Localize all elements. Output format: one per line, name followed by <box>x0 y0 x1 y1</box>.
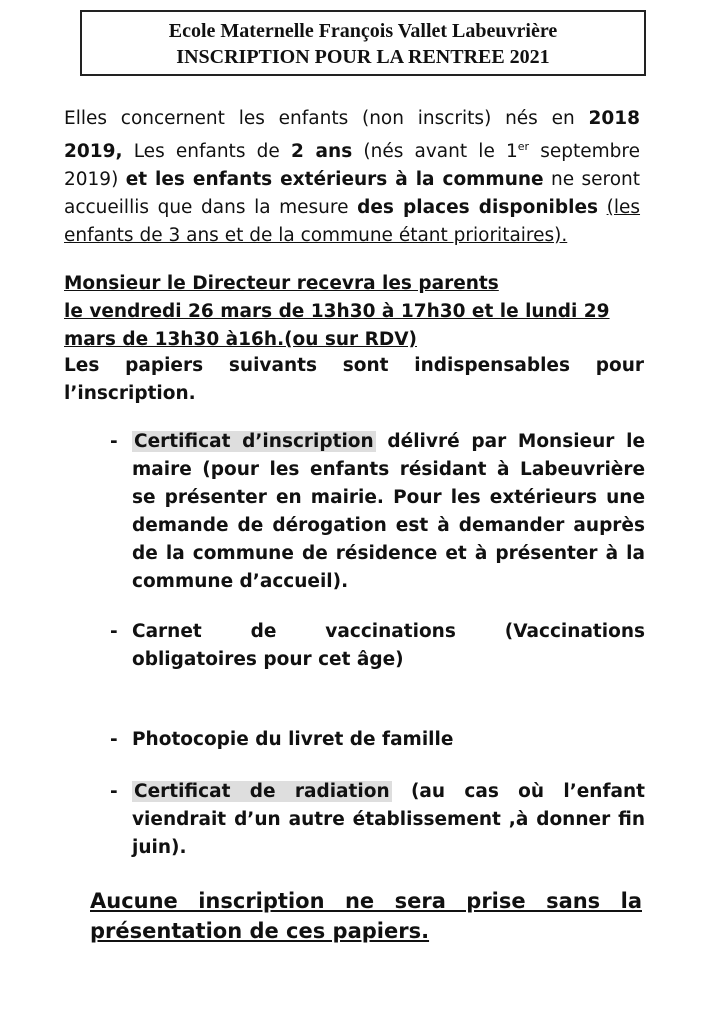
intro-places: des places disponibles <box>357 197 599 219</box>
intro-age: 2 ans <box>290 141 353 163</box>
director-notice <box>64 270 644 354</box>
list-item <box>110 778 645 862</box>
intro-years: 2018 2019, <box>64 108 640 163</box>
item-text: délivré par Monsieur le maire (pour les enfants résidant à Labeuvrière se présenter en mairie. Pour les extérieurs une demande de dérogation est à demander auprès de la commune de résidence et à présenter à la commune d’accueil). <box>132 431 646 592</box>
intro-text-3: (nés avant le 1 <box>352 141 518 163</box>
intro-text-2: Les enfants de <box>122 141 291 163</box>
intro-paragraph <box>64 105 640 250</box>
bullet-dash: - <box>110 729 118 750</box>
intro-exterior: et les enfants extérieurs à la commune <box>125 169 544 191</box>
document-title: INSCRIPTION POUR LA RENTREE 2021 <box>176 46 550 68</box>
list-item <box>110 428 645 596</box>
director-line-2: le vendredi 26 mars de 13h30 à 17h30 et le lundi 29 mars de 13h30 à16h.(ou sur RDV) <box>64 301 610 350</box>
papers-intro: Les papiers suivants sont indispensables pour l’inscription. <box>64 355 644 404</box>
intro-text-4: septembre 2019) <box>64 141 640 191</box>
intro-priority-note: (les enfants de 3 ans et de la commune étant prioritaires). <box>64 197 641 247</box>
bullet-dash: - <box>110 781 118 802</box>
list-item <box>110 618 645 674</box>
item-text: Photocopie du livret de famille <box>132 729 454 750</box>
closing-notice: Aucune inscription ne sera prise sans la présentation de ces papiers. <box>90 889 642 943</box>
item-text: Carnet de vaccinations (Vaccinations obligatoires pour cet âge) <box>132 621 645 670</box>
document-header <box>80 10 646 76</box>
item-highlight: Certificat de radiation <box>134 781 390 802</box>
bullet-dash: - <box>110 431 118 452</box>
intro-superscript: er <box>517 140 530 153</box>
bullet-dash: - <box>110 621 118 642</box>
list-item <box>110 726 645 754</box>
item-highlight: Certificat d’inscription <box>134 431 374 452</box>
intro-text-1: Elles concernent les enfants (non inscrits) nés en <box>64 108 589 129</box>
director-line-1: Monsieur le Directeur recevra les parents <box>64 273 499 294</box>
item-text: (au cas où l’enfant viendrait d’un autre établissement ,à donner fin juin). <box>132 781 645 858</box>
intro-text-5: ne seront accueillis que dans la mesure <box>64 169 640 219</box>
intro-text-6 <box>598 197 607 218</box>
school-name: Ecole Maternelle François Vallet Labeuvrière <box>168 20 558 42</box>
